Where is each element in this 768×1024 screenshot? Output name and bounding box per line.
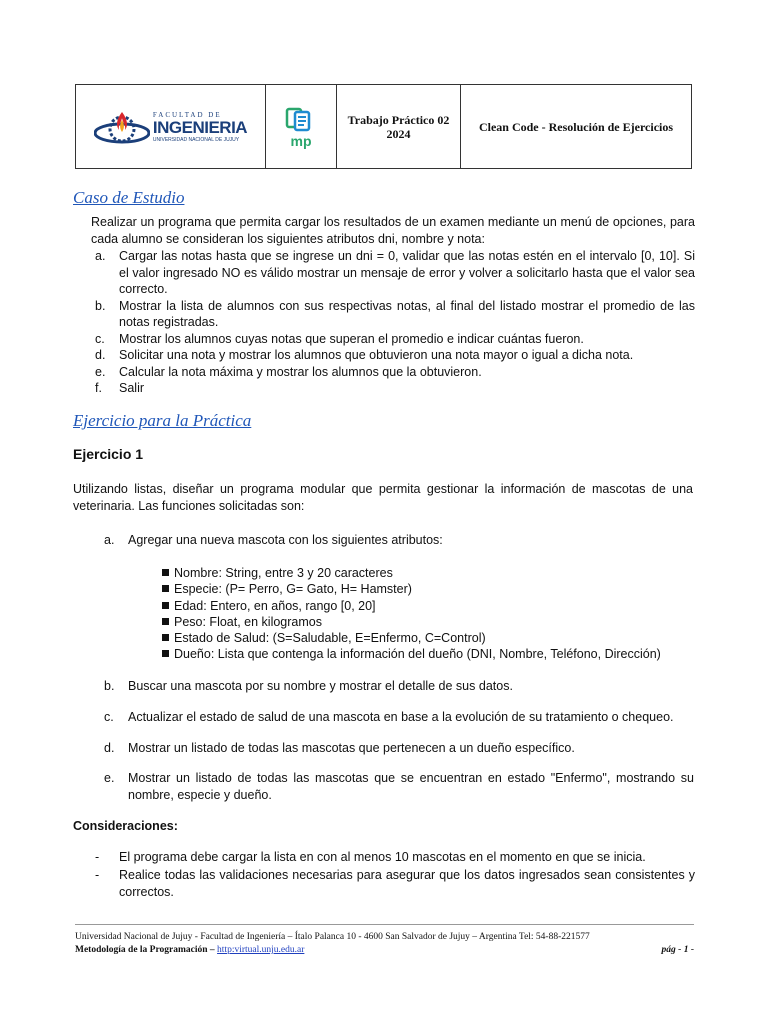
attribute-item [162, 630, 661, 646]
square-bullet-icon [162, 618, 169, 625]
list-marker: b. [104, 679, 115, 693]
header-table [75, 84, 692, 169]
list-item [95, 380, 695, 397]
document-stack-icon [283, 106, 319, 136]
practice-heading: Ejercicio para la Práctica [73, 411, 252, 430]
list-marker: c. [95, 331, 105, 346]
logo-university-text: UNIVERSIDAD NACIONAL DE JUJUY [152, 136, 240, 143]
subject-title: Clean Code - Resolución de Ejercicios [478, 119, 674, 134]
mp-logo-cell [266, 85, 337, 168]
square-bullet-icon [162, 585, 169, 592]
square-bullet-icon [162, 602, 169, 609]
footer-divider [75, 924, 694, 925]
list-item-text: Buscar una mascota por su nombre y mostrar el detalle de sus datos. [128, 679, 513, 693]
exercise-item-d [104, 740, 694, 757]
attribute-item [162, 614, 661, 630]
list-marker: b. [95, 298, 106, 313]
list-item-text: El programa debe cargar la lista en con al menos 10 mascotas en el momento en que se inicia. [119, 850, 646, 864]
attribute-text: Dueño: Lista que contenga la información del dueño (DNI, Nombre, Teléfono, Dirección) [174, 647, 661, 662]
logo-small-text: FACULTAD DE [152, 110, 222, 119]
attribute-item [162, 646, 661, 662]
list-marker: f. [95, 381, 102, 395]
list-marker: d. [95, 348, 106, 362]
list-item-text: Salir [119, 381, 145, 395]
attribute-item [162, 565, 661, 581]
list-marker: - [95, 868, 100, 882]
attribute-text: Estado de Salud: (S=Saludable, E=Enfermo, C=Control) [174, 631, 486, 646]
case-study-intro: Realizar un programa que permita cargar los resultados de un examen mediante un menú de opciones, para cada alumno se consideran los siguientes atributos dni, nombre y nota: [91, 215, 695, 246]
attribute-text: Especie: (P= Perro, G= Gato, H= Hamster) [174, 582, 412, 597]
logo-big-text: INGENIERIA [152, 117, 248, 137]
attribute-text: Nombre: String, entre 3 y 20 caracteres [174, 566, 393, 580]
square-bullet-icon [162, 569, 169, 576]
list-marker: a. [104, 533, 115, 547]
considerations-list [95, 849, 695, 902]
list-marker: - [95, 850, 100, 864]
list-item-text: Mostrar los alumnos cuyas notas que superan el promedio e indicar cuántas fueron. [119, 331, 584, 346]
footer-course-line [75, 944, 694, 956]
list-item [95, 849, 695, 866]
list-item [95, 248, 695, 298]
exercise-item-c [104, 709, 694, 726]
exercise-item-e [104, 770, 694, 804]
tp-cell [337, 85, 461, 168]
square-bullet-icon [162, 634, 169, 641]
square-bullet-icon [162, 650, 169, 657]
mp-logo-text: mp [290, 132, 312, 149]
list-marker: c. [104, 710, 114, 724]
list-marker: d. [104, 741, 115, 755]
list-item [95, 364, 695, 381]
footer-link[interactable]: http:virtual.unju.edu.ar [217, 945, 305, 955]
list-item-text: Agregar una nueva mascota con los siguientes atributos: [128, 533, 443, 547]
list-item [95, 331, 695, 348]
list-item-text: Cargar las notas hasta que se ingrese un dni = 0, validar que las notas estén en el intervalo [0, 10]. Si el valor ingresado NO es válido mostrar un mensaje de error y volver a solicitarlo hasta que el valor sea correcto. [119, 249, 695, 296]
case-study-heading: Caso de Estudio [73, 188, 185, 207]
list-marker: e. [95, 364, 106, 379]
faculty-logo-cell [76, 85, 266, 168]
attribute-item [162, 598, 661, 614]
exercise-1-heading: Ejercicio 1 [73, 446, 144, 462]
tp-year: 2024 [386, 126, 411, 141]
attribute-text: Peso: Float, en kilogramos [174, 614, 322, 629]
attribute-text: Edad: Entero, en años, rango [0, 20] [174, 598, 376, 613]
footer-address: Universidad Nacional de Jujuy - Facultad de Ingeniería – Ítalo Palanca 10 - 4600 San Salvador de Jujuy – Argentina Tel: 54-88-221577 [75, 932, 590, 942]
attribute-item [162, 581, 661, 597]
list-item-text: Mostrar un listado de todas las mascotas que se encuentran en estado "Enfermo", mostrando su nombre, especie y dueño. [128, 771, 694, 802]
footer-course: Metodología de la Programación – [75, 945, 215, 955]
page-number: pág - 1 - [661, 945, 694, 955]
mp-logo [283, 106, 319, 148]
exercise-item-a [104, 532, 694, 549]
attribute-list [162, 565, 661, 663]
list-item [95, 867, 695, 901]
exercise-item-b [104, 678, 694, 695]
subject-cell [461, 85, 691, 168]
considerations-heading: Consideraciones: [73, 819, 178, 833]
list-item [95, 347, 695, 364]
list-item [95, 298, 695, 331]
faculty-logo [94, 102, 247, 152]
list-item-text: Solicitar una nota y mostrar los alumnos que obtuvieron una nota mayor o igual a dicha nota. [119, 348, 634, 362]
faculty-emblem-icon [94, 102, 150, 152]
case-study-list [95, 248, 695, 397]
list-item-text: Calcular la nota máxima y mostrar los alumnos que la obtuvieron. [119, 364, 482, 379]
exercise-1-intro: Utilizando listas, diseñar un programa modular que permita gestionar la información de mascotas de una veterinaria. Las funciones solicitadas son: [73, 482, 693, 513]
list-marker: e. [104, 771, 115, 785]
list-item-text: Realice todas las validaciones necesarias para asegurar que los datos ingresados sean consistentes y correctos. [119, 868, 695, 899]
list-item-text: Actualizar el estado de salud de una mascota en base a la evolución de su tratamiento o chequeo. [128, 710, 674, 724]
tp-title: Trabajo Práctico 02 [347, 112, 450, 127]
list-marker: a. [95, 249, 106, 263]
list-item-text: Mostrar la lista de alumnos con sus respectivas notas, al final del listado mostrar el promedio de las notas registradas. [119, 298, 695, 329]
list-item-text: Mostrar un listado de todas las mascotas que pertenecen a un dueño específico. [128, 741, 575, 755]
